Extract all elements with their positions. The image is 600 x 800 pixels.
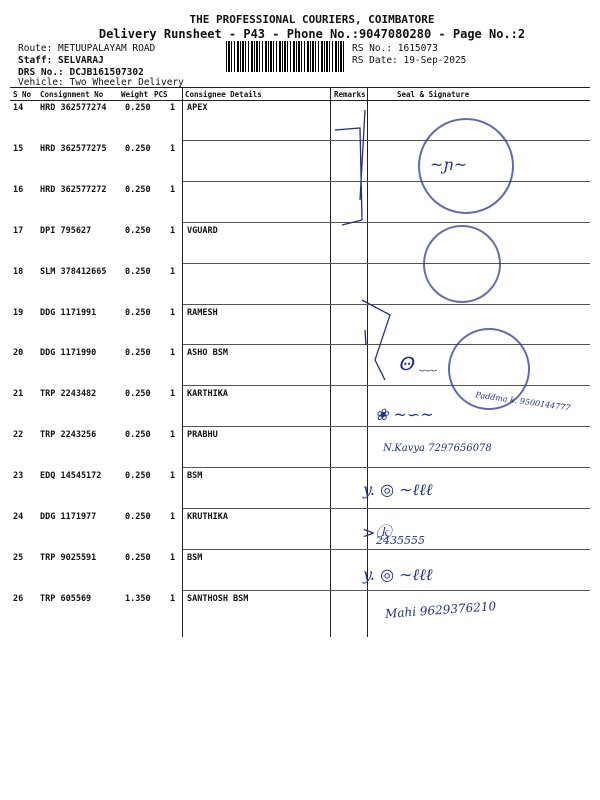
cell-weight: 0.250 [125,266,151,277]
header-seal-signature: Seal & Signature [397,90,470,99]
cell-consignment: TRP 9025591 [40,552,97,563]
row-divider [183,549,590,550]
cell-sno: 20 [13,348,24,359]
cell-weight: 0.250 [125,471,151,482]
header-sno: S No [13,90,32,99]
company-title: THE PROFESSIONAL COURIERS, COIMBATORE [189,13,435,26]
cell-sno: 18 [13,266,24,277]
table-row [10,265,590,306]
cell-weight: 0.250 [125,184,151,195]
cell-consignment: SLM 378412665 [40,266,107,277]
cell-consignment: DDG 1171991 [40,307,97,318]
drs-number: DRS No.: DCJB161507302 [18,67,144,78]
cell-consignment: HRD 362577272 [40,184,107,195]
handwritten-signature: ~ɲ~ [430,155,468,174]
cell-pcs: 1 [170,307,176,318]
company-seal-stamp [423,225,501,303]
cell-weight: 0.250 [125,225,151,236]
handwritten-signature: ❀ ~∽~ [375,405,434,424]
header-weight: Weight [121,90,149,99]
cell-pcs: 1 [170,225,176,236]
table-row [10,551,590,592]
cell-consignee: VGUARD [187,225,218,236]
cell-pcs: 1 [170,430,176,441]
row-divider [183,508,590,509]
cell-consignment: TRP 2243256 [40,430,97,441]
cell-consignment: TRP 2243482 [40,389,97,400]
handwritten-signature: 2435555 [376,534,425,547]
cell-consignment: DDG 1171977 [40,512,97,522]
table-row [10,469,590,510]
header-pcs: PCS [154,90,168,99]
table-row [10,592,590,633]
cell-weight: 1.350 [125,593,151,604]
cell-weight: 0.250 [125,103,151,113]
route-label: Route: METUUPALAYAM ROAD [18,43,156,54]
cell-sno: 21 [13,389,24,400]
cell-consignment: HRD 362577275 [40,143,107,154]
cell-pcs: 1 [170,266,176,277]
row-divider [183,467,590,468]
table-row [10,428,590,469]
cell-pcs: 1 [170,512,176,522]
cell-weight: 0.250 [125,389,151,400]
cell-weight: 0.250 [125,512,151,522]
cell-sno: 25 [13,552,24,563]
cell-sno: 23 [13,471,24,482]
staff-label: Staff: SELVARAJ [18,55,104,66]
cell-sno: 24 [13,512,24,522]
runsheet-heading: Delivery Runsheet - P43 - Phone No.:9047080280 - Page No.:2 [98,27,526,41]
cell-weight: 0.250 [125,143,151,154]
cell-sno: 16 [13,184,24,195]
cell-pcs: 1 [170,184,176,195]
table-row [10,224,590,265]
cell-weight: 0.250 [125,307,151,318]
cell-sno: 22 [13,430,24,441]
cell-consignment: EDQ 14545172 [40,471,102,482]
cell-pcs: 1 [170,348,176,359]
cell-consignee: KARTHIKA [187,389,228,400]
cell-pcs: 1 [170,103,176,113]
header-remarks: Remarks [334,90,366,99]
handwritten-signature: y. ◎ ∼ℓℓℓ [363,480,433,499]
remarks-pen-marks [330,100,400,420]
cell-sno: 14 [13,103,24,113]
cell-weight: 0.250 [125,430,151,441]
handwritten-signature: y. ◎ ∼ℓℓℓ [363,565,433,584]
handwritten-signature: Mahi 9629376210 [384,599,497,621]
cell-sno: 26 [13,593,24,604]
cell-weight: 0.250 [125,552,151,563]
cell-pcs: 1 [170,389,176,400]
header-consignee: Consignee Details [185,90,262,99]
table-row [10,510,590,551]
cell-sno: 17 [13,225,24,236]
rs-date: RS Date: 19-Sep-2025 [352,55,467,66]
handwritten-signature: N.Kavya 7297656078 [383,443,492,454]
cell-sno: 19 [13,307,24,318]
cell-consignment: DPI 795627 [40,225,92,236]
rs-number: RS No.: 1615073 [352,43,438,54]
cell-consignment: HRD 362577274 [40,103,107,113]
handwritten-signature: Paddma k. 9500144777 [474,390,571,413]
handwritten-signature: Ꙫ ﹏ [398,354,438,375]
cell-consignee: BSM [187,471,203,482]
cell-consignment: TRP 605569 [40,593,92,604]
handwritten-signature: >ⓚ [362,523,392,542]
cell-consignment: DDG 1171990 [40,348,97,359]
table-top-rule [10,87,590,88]
cell-consignee: ASHO BSM [187,348,228,359]
vehicle-label: Vehicle: Two Wheeler Delivery [18,77,184,88]
cell-sno: 15 [13,143,24,154]
cell-consignee: KRUTHIKA [187,512,228,522]
cell-pcs: 1 [170,471,176,482]
cell-consignee: BSM [187,552,203,563]
cell-weight: 0.250 [125,348,151,359]
row-divider [183,590,590,591]
header-consignment: Consignment No [40,90,104,99]
row-divider [183,426,590,427]
cell-pcs: 1 [170,143,176,154]
cell-pcs: 1 [170,593,176,604]
cell-consignee: RAMESH [187,307,218,318]
cell-consignee: APEX [187,103,208,113]
cell-consignee: PRABHU [187,430,218,441]
cell-pcs: 1 [170,552,176,563]
cell-consignee: SANTHOSH BSM [187,593,249,604]
barcode [226,41,346,72]
